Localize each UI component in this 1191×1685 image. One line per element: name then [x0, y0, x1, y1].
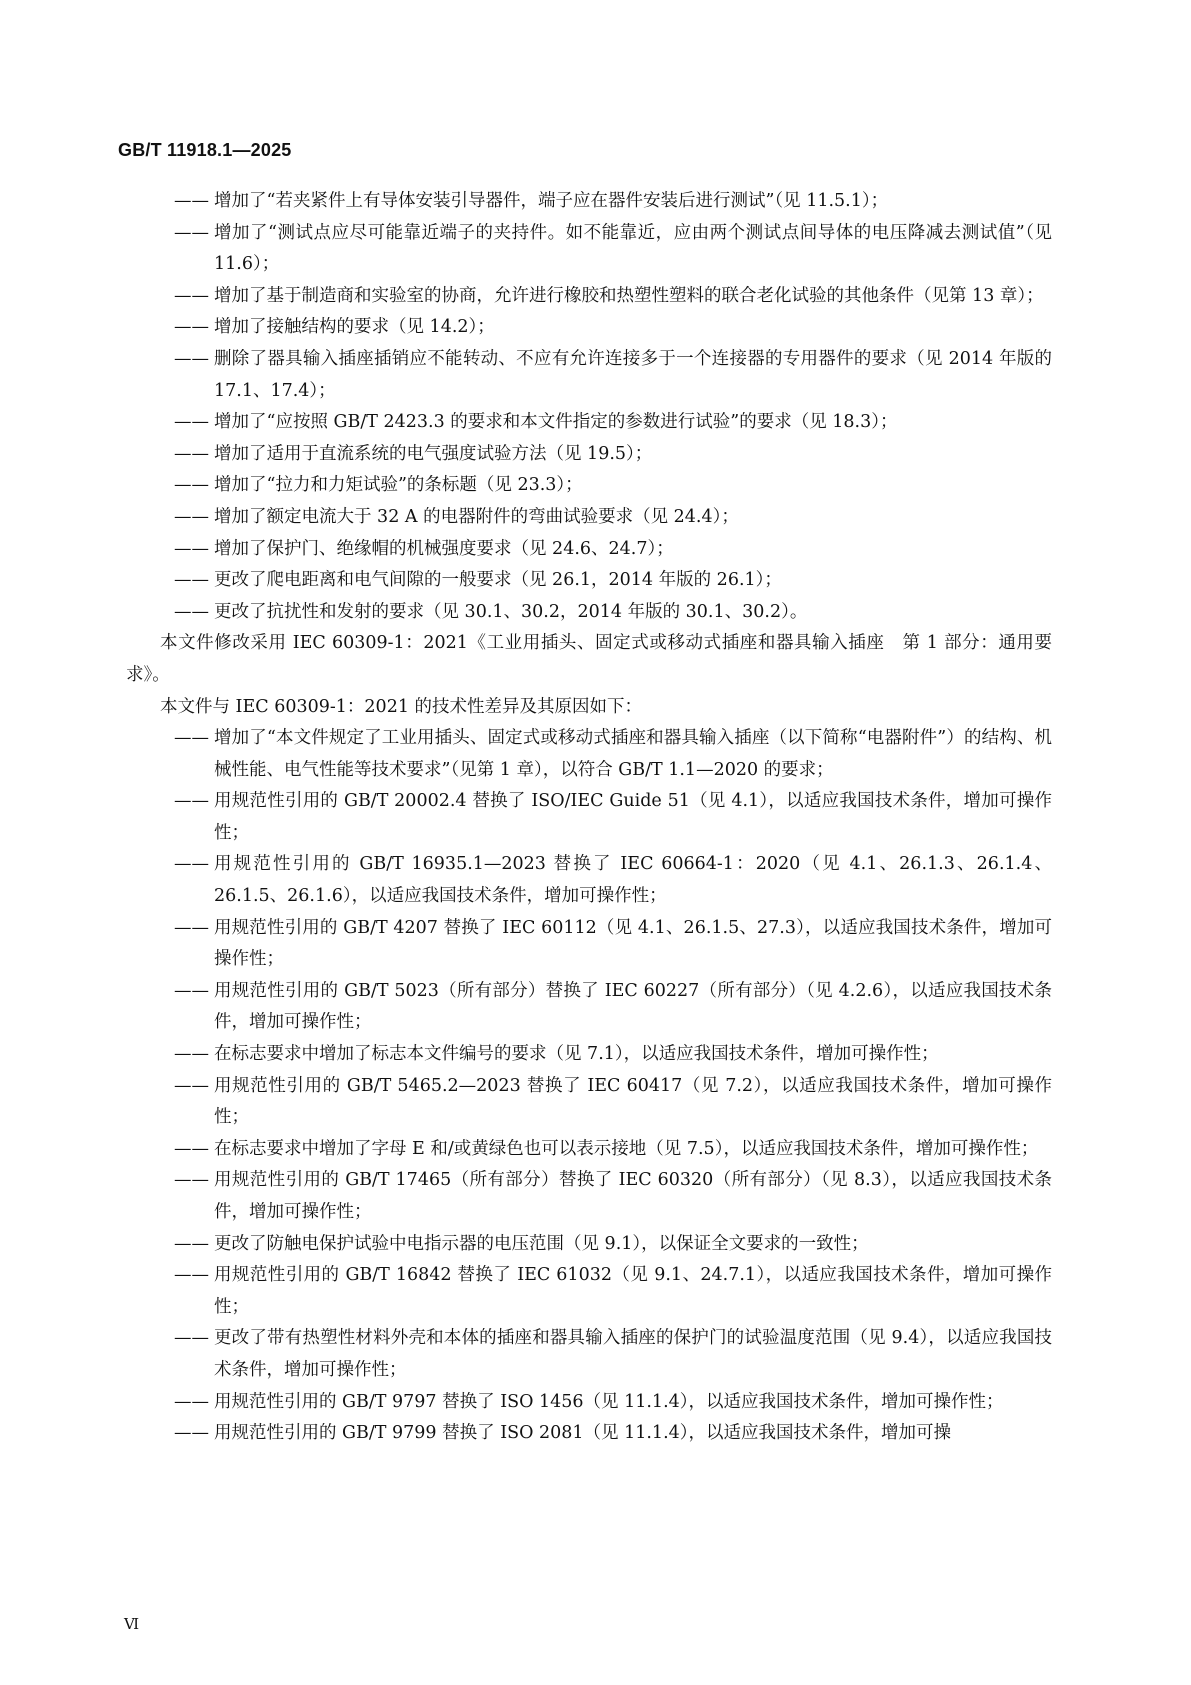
list-item	[126, 281, 1052, 313]
em-dash-bullet: ——	[174, 1233, 209, 1254]
list-item-text: 用规范性引用的 GB/T 9797 替换了 ISO 1456（见 11.1.4），以适应我国技术条件，增加可操作性；	[214, 1391, 1004, 1412]
em-dash-bullet: ——	[174, 1391, 209, 1412]
list-item-text: 增加了适用于直流系统的电气强度试验方法（见 19.5）；	[214, 443, 653, 464]
list-item-text: 用规范性引用的 GB/T 20002.4 替换了 ISO/IEC Guide 51（见 4.1），以适应我国技术条件，增加可操作性；	[214, 791, 1052, 843]
change-list	[126, 186, 1052, 628]
list-item-text: 更改了防触电保护试验中电指示器的电压范围（见 9.1），以保证全文要求的一致性；	[214, 1233, 869, 1254]
list-item-text: 增加了接触结构的要求（见 14.2）；	[214, 317, 495, 338]
em-dash-bullet: ——	[174, 917, 209, 938]
em-dash-bullet: ——	[174, 1075, 209, 1096]
em-dash-bullet: ——	[174, 854, 209, 875]
list-item-text: 增加了“本文件规定了工业用插头、固定式或移动式插座和器具输入插座（以下简称“电器附件”）的结构、机械性能、电气性能等技术要求”（见第 1 章），以符合 GB/T 1.1—2020 的要求；	[214, 728, 1052, 780]
em-dash-bullet: ——	[174, 538, 209, 559]
em-dash-bullet: ——	[174, 506, 209, 527]
list-item-text: 更改了带有热塑性材料外壳和本体的插座和器具输入插座的保护门的试验温度范围（见 9.4），以适应我国技术条件，增加可操作性；	[214, 1328, 1052, 1380]
list-item	[126, 344, 1052, 407]
em-dash-bullet: ——	[174, 317, 209, 338]
list-item-text: 在标志要求中增加了字母 E 和/或黄绿色也可以表示接地（见 7.5），以适应我国技术条件，增加可操作性；	[214, 1138, 1039, 1159]
em-dash-bullet: ——	[174, 475, 209, 496]
list-item	[126, 439, 1052, 471]
em-dash-bullet: ——	[174, 1170, 209, 1191]
list-item	[126, 407, 1052, 439]
em-dash-bullet: ——	[174, 1044, 209, 1065]
em-dash-bullet: ——	[174, 728, 209, 749]
list-item-text: 增加了“若夹紧件上有导体安装引导器件，端子应在器件安装后进行测试”（见 11.5.1）；	[214, 191, 889, 211]
list-item	[126, 502, 1052, 534]
list-item-text: 用规范性引用的 GB/T 16842 替换了 IEC 61032（见 9.1、24.7.1），以适应我国技术条件，增加可操作性；	[214, 1265, 1052, 1317]
list-item-text: 增加了“应按照 GB/T 2423.3 的要求和本文件指定的参数进行试验”的要求（见 18.3）；	[214, 412, 898, 433]
em-dash-bullet: ——	[174, 412, 209, 433]
em-dash-bullet: ——	[174, 191, 209, 211]
list-item-text: 增加了基于制造商和实验室的协商，允许进行橡胶和热塑性塑料的联合老化试验的其他条件（见第 13 章）；	[214, 285, 1044, 306]
list-item	[126, 1165, 1052, 1228]
list-item	[126, 312, 1052, 344]
list-item-text: 用规范性引用的 GB/T 5023（所有部分）替换了 IEC 60227（所有部分）（见 4.2.6），以适应我国技术条件，增加可操作性；	[214, 980, 1052, 1033]
em-dash-bullet: ——	[174, 443, 209, 464]
adoption-paragraph: 本文件修改采用 IEC 60309-1：2021《工业用插头、固定式或移动式插座和器具输入插座 第 1 部分：通用要求》。	[126, 633, 1052, 685]
list-item-text: 增加了额定电流大于 32 A 的电器附件的弯曲试验要求（见 24.4）；	[214, 506, 739, 527]
document-body	[126, 186, 1052, 1450]
em-dash-bullet: ——	[174, 1138, 209, 1159]
list-item-text: 删除了器具输入插座插销应不能转动、不应有允许连接多于一个连接器的专用器件的要求（见 2014 年版的 17.1、17.4）；	[214, 348, 1052, 401]
list-item-text: 用规范性引用的 GB/T 5465.2—2023 替换了 IEC 60417（见 7.2），以适应我国技术条件，增加可操作性；	[214, 1075, 1052, 1128]
list-item-text: 增加了“测试点应尽可能靠近端子的夹持件。如不能靠近，应由两个测试点间导体的电压降减去测试值”（见 11.6）；	[214, 222, 1052, 275]
list-item-text: 用规范性引用的 GB/T 16935.1—2023 替换了 IEC 60664-1：2020（见 4.1、26.1.3、26.1.4、26.1.5、26.1.6），以适应我国技术条件，增加可操作性；	[214, 854, 1052, 907]
differences-list	[126, 723, 1052, 1450]
list-item	[126, 786, 1052, 849]
list-item	[126, 1071, 1052, 1134]
list-item	[126, 1260, 1052, 1323]
list-item-text: 用规范性引用的 GB/T 4207 替换了 IEC 60112（见 4.1、26.1.5、27.3），以适应我国技术条件，增加可操作性；	[214, 917, 1052, 970]
list-item	[126, 597, 1052, 629]
list-item-text: 用规范性引用的 GB/T 17465（所有部分）替换了 IEC 60320（所有部分）（见 8.3），以适应我国技术条件，增加可操作性；	[214, 1170, 1052, 1222]
list-item	[126, 1323, 1052, 1386]
list-item-text: 增加了保护门、绝缘帽的机械强度要求（见 24.6、24.7）；	[214, 538, 674, 559]
list-item-text: 用规范性引用的 GB/T 9799 替换了 ISO 2081（见 11.1.4），以适应我国技术条件，增加可操	[214, 1423, 952, 1444]
list-item	[126, 1134, 1052, 1166]
em-dash-bullet: ——	[174, 1423, 209, 1444]
em-dash-bullet: ——	[174, 980, 209, 1001]
list-item	[126, 534, 1052, 566]
em-dash-bullet: ——	[174, 791, 209, 812]
list-item-text: 更改了抗扰性和发射的要求（见 30.1、30.2，2014 年版的 30.1、30.2）。	[214, 601, 808, 622]
list-item-text: 在标志要求中增加了标志本文件编号的要求（见 7.1），以适应我国技术条件，增加可操作性；	[214, 1044, 939, 1065]
em-dash-bullet: ——	[174, 1328, 209, 1349]
list-item-text: 增加了“拉力和力矩试验”的条标题（见 23.3）；	[214, 475, 583, 496]
list-item	[126, 470, 1052, 502]
document-header: GB/T 11918.1—2025	[118, 140, 292, 160]
list-item	[126, 913, 1052, 976]
list-item	[126, 976, 1052, 1039]
list-item	[126, 565, 1052, 597]
page-number: Ⅵ	[124, 1615, 141, 1633]
list-item	[126, 218, 1052, 281]
list-item	[126, 1039, 1052, 1071]
list-item	[126, 1418, 1052, 1450]
em-dash-bullet: ——	[174, 570, 209, 591]
em-dash-bullet: ——	[174, 222, 209, 243]
list-item	[126, 1229, 1052, 1261]
em-dash-bullet: ——	[174, 285, 209, 306]
list-item	[126, 723, 1052, 786]
em-dash-bullet: ——	[174, 348, 209, 369]
differences-intro: 本文件与 IEC 60309-1：2021 的技术性差异及其原因如下：	[160, 696, 643, 717]
list-item-text: 更改了爬电距离和电气间隙的一般要求（见 26.1，2014 年版的 26.1）；	[214, 570, 782, 591]
list-item	[126, 1387, 1052, 1419]
list-item	[126, 186, 1052, 218]
list-item	[126, 849, 1052, 912]
em-dash-bullet: ——	[174, 601, 209, 622]
em-dash-bullet: ——	[174, 1265, 209, 1286]
